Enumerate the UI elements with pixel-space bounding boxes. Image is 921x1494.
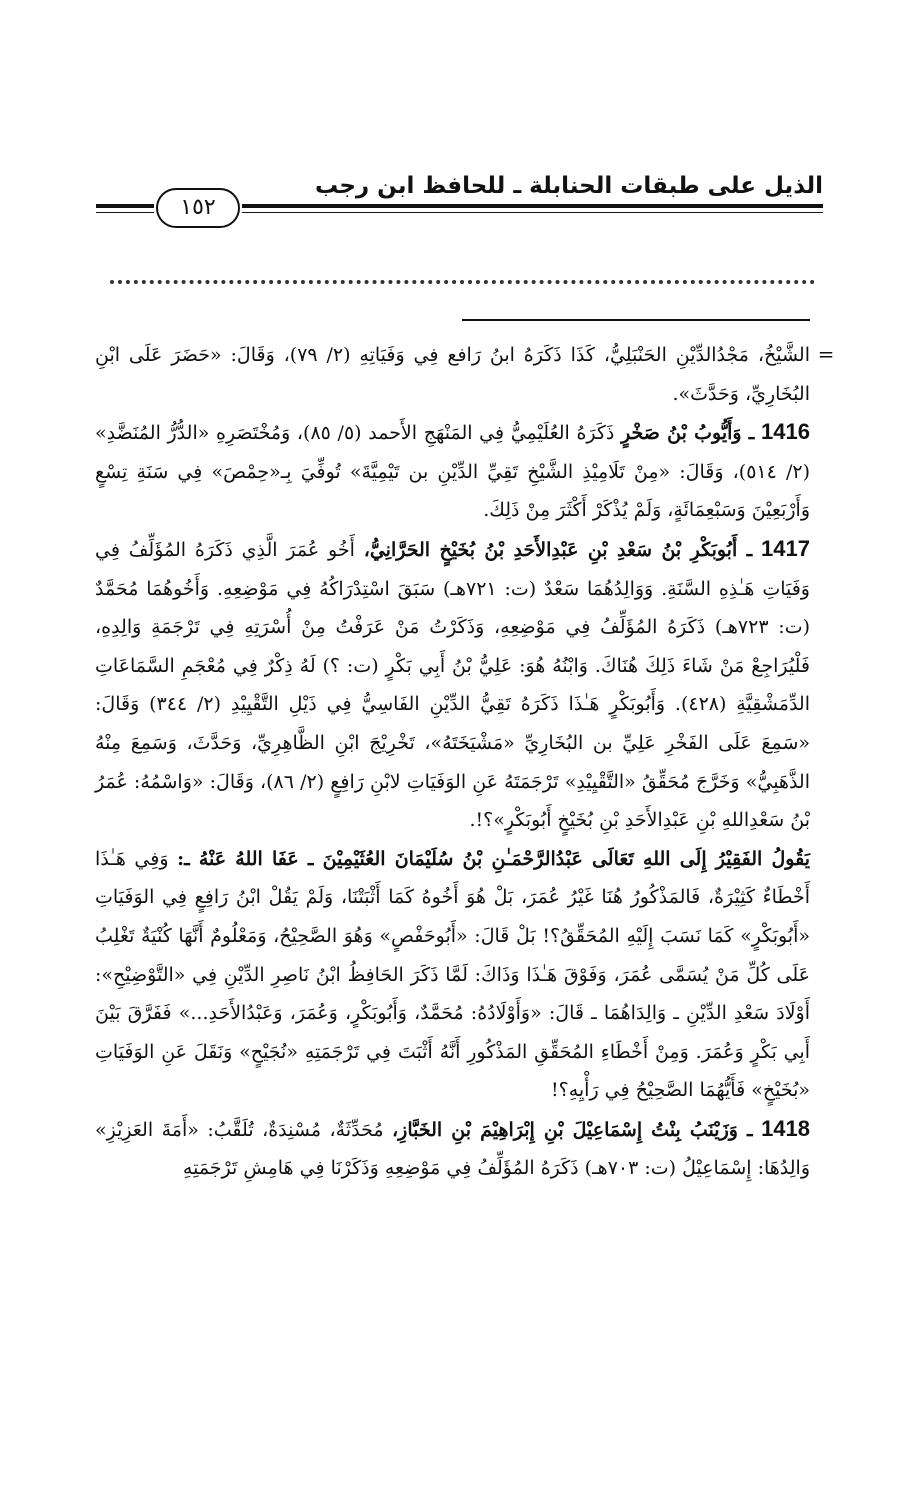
continuation-line-2: عَلَى ابْنِ البُخَارِيِّ، وَحَدَّثَ». [95, 344, 810, 405]
entry-number: 1418 [761, 1115, 811, 1141]
entry-1416 [95, 413, 810, 530]
footnote-rule [462, 319, 810, 321]
entry-text: مُحَدِّثَةٌ، مُسْنِدَةٌ، تُلَقَّبُ: «أَمَةَ العَزِيْزِ» وَالِدُهَا: إِسْمَاعِيْلُ (ت: ٧٠٣هـ) ذَكَرَهُ المُؤَلِّفُ فِي مَوْضِعِهِ وَذَكَرْنَا فِي هَامِشِ تَرْجَمَتِهِ [95, 1118, 810, 1180]
author-note [95, 840, 810, 1110]
header-rule-thin [418, 212, 823, 213]
entry-1417 [95, 530, 810, 840]
page-header [96, 168, 823, 238]
entry-name: ـ أَبُوبَكْرِ بْنُ سَعْدِ بْنِ عَبْدِالأَحَدِ بْنُ بُخَيْخٍ الحَرَّانِيُّ، [363, 538, 753, 561]
entry-number: 1416 [761, 419, 810, 445]
header-rule-connector-thin [242, 212, 418, 213]
entry-name: ـ وَأَيُّوبُ بْنُ صَخْرٍ [621, 422, 755, 445]
header-rule-left-thin [96, 212, 154, 213]
running-title: الذيل على طبقات الحنابلة ـ للحافظ ابن رجب [314, 173, 823, 199]
header-rule-left [96, 204, 154, 208]
continuation-line-1: الشَّيْخُ، مَجْدُالدِّيْنِ الحَنْبَلِيُّ، كَذَا ذَكَرَهُ ابنُ رَافع فِي وَفَيَاتِهِ (٢/ ٧٩)، وَقَالَ: «حَضَرَ [171, 344, 810, 366]
continuation-paragraph [95, 336, 810, 413]
entry-1418 [95, 1110, 810, 1188]
page-body [95, 336, 810, 1188]
dotted-separator [110, 280, 815, 294]
continuation-mark: = [817, 342, 835, 366]
author-note-lead: يَقُولُ الفَقِيْرُ إِلَى اللهِ تَعَالَى عَبْدُالرَّحْمَـٰنِ بْنُ سُلَيْمَانَ العُثَيْمِيْنَ ـ عَفَا اللهُ عَنْهُ ـ: [177, 847, 810, 870]
entry-text: ذَكَرَهُ العُلَيْمِيُّ فِي المَنْهَجِ الأَحمد (٥/ ٨٥)، وَمُخْتَصَرِهِ «الدُّرُّ المُنَضَّدِ» (٢/ ٥١٤)، وَقَالَ: «مِنْ تَلَامِيْذِ الشَّيْخِ تَقِيِّ الدِّيْنِ بن تَيْمِيَّةَ» تُوفِّيَ بِـ«حِمْصَ» فِي سَنَةِ تِسْعٍ وَأَرْبَعِيْنَ وَسَبْعِمَائَةٍ، وَلَمْ يُذْكَرْ أَكْثَرَ مِنْ ذَلِكَ. [95, 422, 810, 522]
header-rule [418, 204, 823, 208]
entry-number: 1417 [761, 535, 810, 561]
entry-name: ـ وَزَيْنَبُ بِنْتُ إِسْمَاعِيْلَ بْنِ إِبْرَاهِيْمَ بْنِ الخَبَّازِ، [392, 1118, 753, 1141]
author-note-text: وَفِي هَـٰذَا أَخْطَاءٌ كَثِيْرَةٌ، فَالمَذْكُورُ هُنَا غَيْرُ عُمَرَ، بَلْ هُوَ أَخُوهُ كَمَا أَثْبَتْنَا، وَلَمْ يَقُلْ ابْنُ رَافِعٍ فِي الوَفَيَاتِ «أَبُوبَكْرٍ» كَمَا نَسَبَ إِلَيْهِ المُحَقِّقُ؟! بَلْ قَالَ: «أَبُوحَفْصٍ» وَهُوَ الصَّحِيْحُ، وَمَعْلُومٌ أَنَّهَا كُنْيَةٌ تَغْلِبُ عَلَى كُلِّ مَنْ يُسَمَّى عُمَرَ، وَفَوْقَ هَـٰذَا وَذَاكَ: لَمَّا ذَكَرَ الحَافِظُ ابْنُ نَاصِرِ الدِّيْنِ فِي «التَّوْضِيْحِ»: أَوْلَادَ سَعْدِ الدِّيْنِ ـ وَالِدَاهُمَا ـ قَالَ: «وَأَوْلَادُهُ: مُحَمَّدٌ، وَأَبُوبَكْرٍ، وَعُمَرَ، وَعَبْدُالأَحَدِ...» فَفَرَّقَ بَيْنَ أَبِي بَكْرٍ وَعُمَرَ. وَمِنْ أَخْطَاءِ المُحَقِّقِ المَذْكُورِ أَنَّهُ أَثْبَتَ فِي تَرْجَمَتِهِ «نُجَيْحٍ» وَنَقَلَ عَنِ الوَفَيَاتِ «بُخَيْخٍ» فَأَيُّهُمَا الصَّحِيْحُ فِي رَأْيِهِ؟! [95, 847, 810, 1102]
page-number: ١٥٢ [156, 188, 240, 228]
header-rule-connector [242, 204, 418, 208]
entry-text: أَخُو عُمَرَ الَّذِي ذَكَرَهُ المُؤَلِّفُ فِي وَفَيَاتِ هَـٰذِهِ السَّنَةِ. وَوَالِدُهُمَا سَعْدٌ (ت: ٧٢١هـ) سَبَقَ اسْتِدْرَاكُهُ فِي مَوْضِعِهِ. وَأَخُوهُمَا مُحَمَّدٌ (ت: ٧٢٣هـ) ذَكَرَهُ المُؤَلِّفُ فِي مَوْضِعِهِ، وَذَكَرْتُ مَنْ عَرَفْتُ مِنْ أُسْرَتِهِ فِي تَرْجَمَةِ وَالِدِهِ، فَلْيُرَاجِعْ مَنْ شَاءَ ذَلِكَ هُنَاكَ. وَابْنُهُ هُوَ: عَلِيُّ بْنُ أَبِي بَكْرٍ (ت: ؟) لَهُ ذِكْرٌ فِي مُعْجَمِ السَّمَاعَاتِ الدِّمَشْقِيَّةِ (٤٢٨). وَأَبُوبَكْرٍ هَـٰذَا ذَكَرَهُ تَقِيُّ الدِّيْنِ الفَاسِيُّ فِي ذَيْلِ التَّقْيِيْدِ (٢/ ٣٤٤) وَقَالَ: «سَمِعَ عَلَى الفَخْرِ عَلِيِّ بن البُخَارِيِّ «مَشْيَخَتَهُ»، تَخْرِيْجَ ابْنِ الظَّاهِرِيِّ، وَحَدَّثَ، وَسَمِعَ مِنْهُ الذَّهَبِيُّ» وَخَرَّجَ مُحَقِّقُ «التَّقْيِيْدِ» تَرْجَمَتَهُ عَنِ الوَفَيَاتِ لابْنِ رَافِعٍ (٢/ ٨٦)، وَقَالَ: «وَاسْمُهُ: عُمَرُ بْنُ سَعْدِاللهِ بْنِ عَبْدِالأَحَدِ بْنِ بُخَيْخٍ أَبُوبَكْرٍ»؟!. [95, 538, 810, 832]
